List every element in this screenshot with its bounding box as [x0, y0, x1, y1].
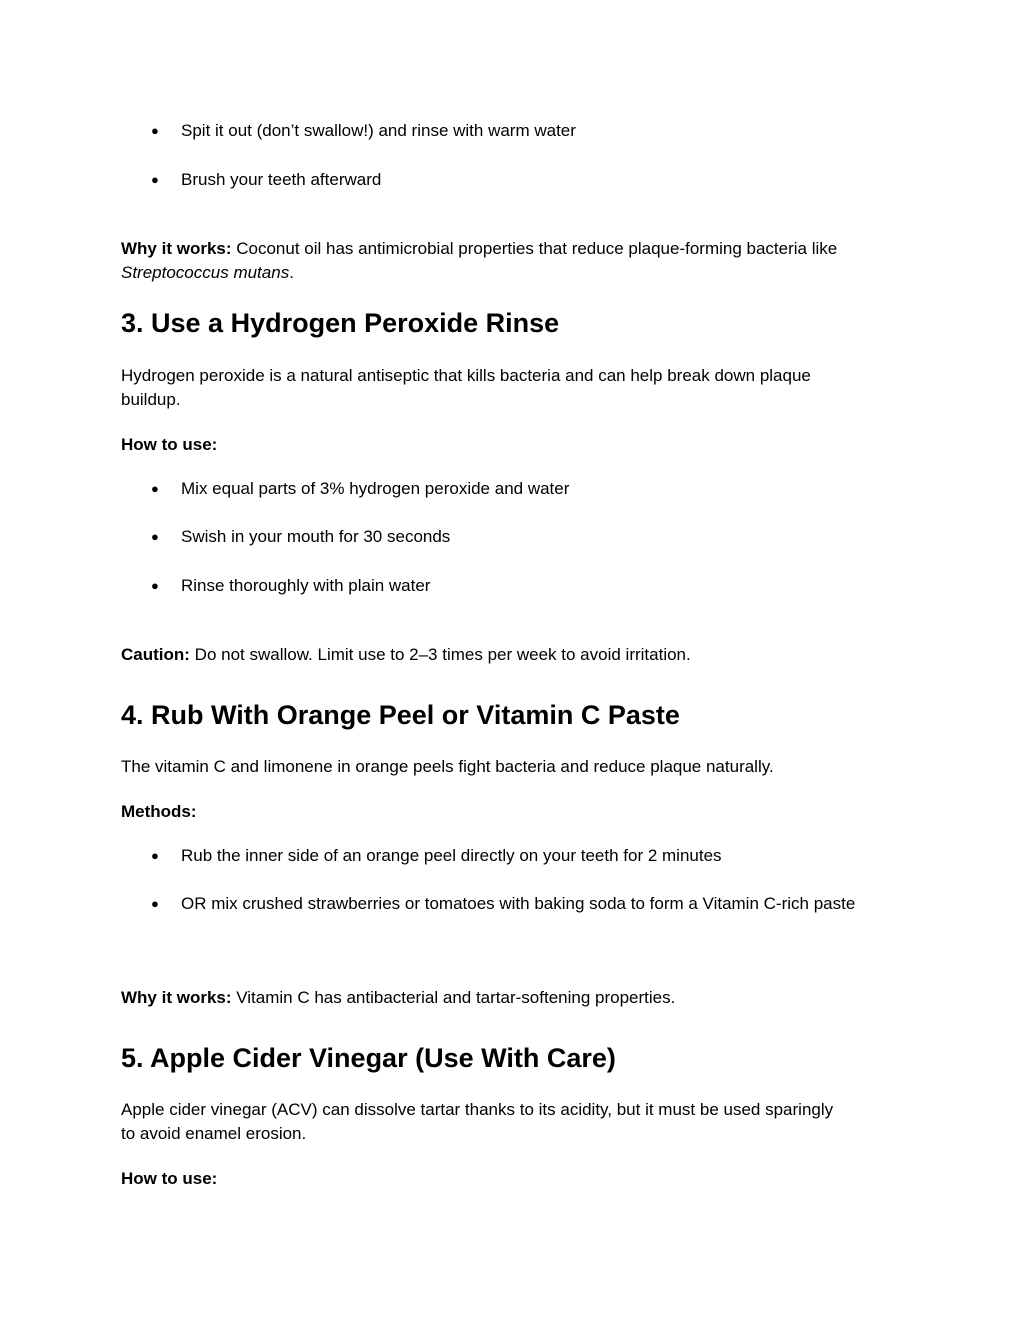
- section3-intro-line1: Hydrogen peroxide is a natural antiseptic that kills bacteria and can help break down plaque: [121, 366, 811, 385]
- why-it-works-paragraph-2: [121, 986, 675, 1010]
- bullet-icon: ●: [151, 896, 159, 911]
- why-text: Coconut oil has antimicrobial properties that reduce plaque-forming bacteria like: [231, 239, 838, 258]
- caution-paragraph: [121, 643, 691, 667]
- list-item: [151, 119, 871, 143]
- bullet-icon: ●: [151, 848, 159, 863]
- list-item: [151, 477, 871, 501]
- list-item-text: Brush your teeth afterward: [181, 170, 382, 189]
- howto-label-text: How to use:: [121, 1169, 218, 1188]
- list-item: [151, 892, 871, 916]
- list-item: [151, 525, 871, 549]
- howto-label: [121, 433, 217, 457]
- caution-text: Do not swallow. Limit use to 2–3 times per week to avoid irritation.: [189, 645, 691, 664]
- section5-intro-line2: to avoid enamel erosion.: [121, 1124, 307, 1143]
- bullet-icon: ●: [151, 578, 159, 593]
- why-it-works-paragraph: [121, 237, 837, 261]
- section5-intro-line1: Apple cider vinegar (ACV) can dissolve tartar thanks to its acidity, but it must be used sparingly: [121, 1100, 834, 1119]
- section-heading-3: 3. Use a Hydrogen Peroxide Rinse: [121, 308, 560, 338]
- list-item: [151, 574, 871, 598]
- list-item-text: Rub the inner side of an orange peel directly on your teeth for 2 minutes: [181, 846, 722, 865]
- list-item-text: Mix equal parts of 3% hydrogen peroxide and water: [181, 479, 570, 498]
- methods-label: [121, 800, 197, 824]
- why-it-works-paragraph-cont: [121, 261, 294, 285]
- section4-intro: The vitamin C and limonene in orange peels fight bacteria and reduce plaque naturally.: [121, 757, 774, 776]
- section-heading-4: 4. Rub With Orange Peel or Vitamin C Paste: [121, 700, 680, 730]
- period: .: [289, 263, 294, 282]
- bullet-icon: ●: [151, 481, 159, 496]
- why-label: Why it works:: [121, 988, 232, 1007]
- howto-label-text: How to use:: [121, 435, 218, 454]
- methods-label-text: Methods:: [121, 802, 197, 821]
- list-item-text: OR mix crushed strawberries or tomatoes with baking soda to form a Vitamin C-rich paste: [181, 894, 856, 913]
- caution-label: Caution:: [121, 645, 190, 664]
- bacteria-name: Streptococcus mutans: [121, 263, 290, 282]
- why-text: Vitamin C has antibacterial and tartar-softening properties.: [231, 988, 676, 1007]
- bullet-icon: ●: [151, 123, 159, 138]
- howto-label: [121, 1167, 217, 1191]
- bullet-icon: ●: [151, 172, 159, 187]
- list-item-text: Swish in your mouth for 30 seconds: [181, 527, 451, 546]
- list-item-text: Spit it out (don’t swallow!) and rinse with warm water: [181, 121, 576, 140]
- list-item-text: Rinse thoroughly with plain water: [181, 576, 431, 595]
- why-label: Why it works:: [121, 239, 232, 258]
- bullet-icon: ●: [151, 529, 159, 544]
- list-item: [151, 844, 871, 868]
- list-item: [151, 168, 871, 192]
- section3-intro-line2: buildup.: [121, 390, 181, 409]
- section-heading-5: 5. Apple Cider Vinegar (Use With Care): [121, 1043, 616, 1073]
